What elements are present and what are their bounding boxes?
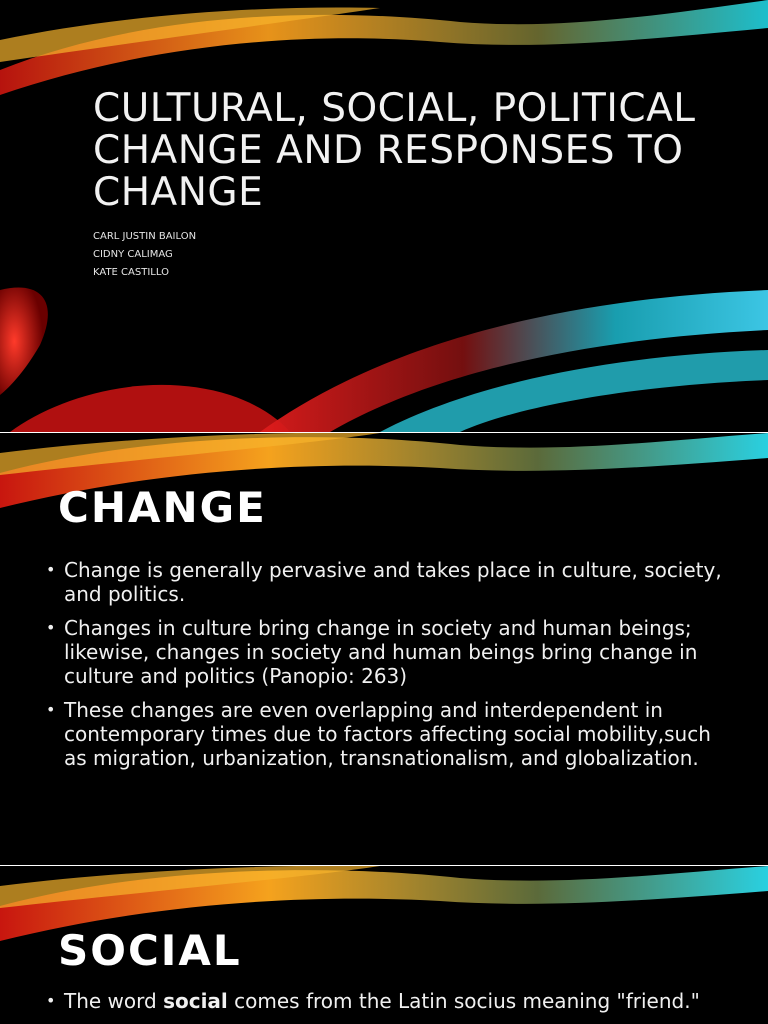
list-item: • Change is generally pervasive and takes place in culture, society, and politics. bbox=[46, 558, 736, 606]
author-name: KATE CASTILLO bbox=[93, 267, 169, 278]
bullet-list bbox=[46, 989, 736, 1023]
swoosh-decoration bbox=[0, 0, 768, 432]
title-slide bbox=[0, 0, 768, 432]
slide-heading: CHANGE bbox=[58, 483, 267, 532]
author-list bbox=[93, 228, 196, 282]
presentation-title: CULTURAL, SOCIAL, POLITICAL CHANGE AND RESPONSES TO CHANGE bbox=[93, 86, 696, 215]
author-name: CIDNY CALIMAG bbox=[93, 249, 173, 260]
change-slide bbox=[0, 433, 768, 865]
bullet-text-post: comes from the Latin socius meaning "friend." bbox=[227, 989, 700, 1013]
list-item: • Changes in culture bring change in society and human beings; likewise, changes in society and human beings bring change in culture and politics (Panopio: 263) bbox=[46, 616, 736, 688]
list-item: • These changes are even overlapping and interdependent in contemporary times due to factors affecting social mobility,such as migration, urbanization, transnationalism, and globalization. bbox=[46, 698, 736, 770]
bullet-list bbox=[46, 558, 736, 780]
slide-heading: SOCIAL bbox=[58, 926, 242, 975]
list-item bbox=[46, 989, 736, 1013]
bullet-text-pre: The word bbox=[64, 989, 164, 1013]
bullet-text-bold: social bbox=[163, 989, 228, 1013]
author-name: CARL JUSTIN BAILON bbox=[93, 231, 197, 242]
social-slide bbox=[0, 866, 768, 1024]
